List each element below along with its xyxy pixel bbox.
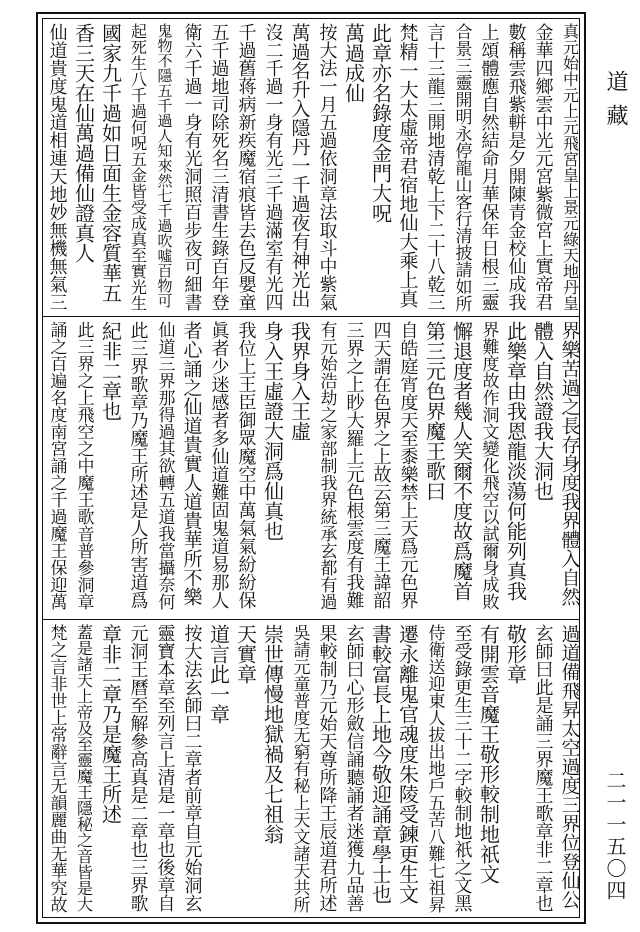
text-column: 三界之上眇大羅上元色根雲度有我難 <box>343 321 365 609</box>
text-column: 按大法玄師曰二章者前章自元始洞玄 <box>181 624 203 912</box>
text-column: 遷永離鬼官魂度朱陵受鍊更生文 <box>395 624 420 904</box>
text-column: 我位上王臣御眾魔空中萬氣氣紛紛保 <box>235 321 257 609</box>
text-column: 數稱雲飛紫軿是夕開陳青金校仙成我 <box>505 23 527 311</box>
text-column: 合景三靈開明永停龍山客行清披請如所 <box>451 23 472 312</box>
text-column: 身入王虛證大洞爲仙真也 <box>260 321 285 541</box>
text-column: 誦之百遍名度南宮誦之千過魔王保迎萬 <box>46 321 67 610</box>
text-column: 靈寶本章至列言上清是一章也後章自 <box>154 624 176 912</box>
text-column: 沒二千過一身有光三千過滿室有光四 <box>262 23 284 311</box>
text-column: 過道備飛昇太空過度三界位登仙公 <box>558 624 581 909</box>
text-column: 起死生八千過何呪五金皆受成真至實光生 <box>128 23 148 311</box>
text-column: 香三天在仙萬過備仙證真人 <box>71 23 96 263</box>
text-column: 體入自然證我大洞也 <box>530 321 555 501</box>
text-column: 界難度故作洞文變化飛空以試爾身成敗 <box>478 321 499 610</box>
text-column: 四天謂在色界之上故云第三魔王諱韶 <box>370 321 392 609</box>
text-column: 我界身入王虛 <box>287 321 312 441</box>
text-column: 言十三龍三開地清乾上下二十八乾三 <box>424 23 446 311</box>
text-column: 玄師曰此是誦三界魔王歌章非二章也 <box>532 624 554 912</box>
text-column: 此樂章由我恩龍淡蕩何能列真我 <box>503 321 528 601</box>
lower-register <box>43 619 579 922</box>
text-column: 自皓庭宵度天至黍樂禁上天爲元色界 <box>397 321 419 609</box>
text-column: 元洞王曆至解參高真是二章也三界歌 <box>127 624 149 912</box>
text-column: 此三界歌章乃魔王所述是人所害道爲 <box>127 321 149 609</box>
page-frame <box>36 12 586 924</box>
page-number: 二一一五〇四 <box>603 770 627 902</box>
text-column: 界樂苦過之長存身度我界體入自然 <box>558 321 581 606</box>
text-column: 敬形章 <box>503 624 528 684</box>
text-column: 第三元色界魔王歌曰 <box>422 321 447 501</box>
text-column: 梵之言非世上常辭言无韻麗曲无華究故 <box>46 624 67 913</box>
text-column: 五千過地司除死名三清書生錄百年登 <box>208 23 230 311</box>
text-column: 千過舊蒋病新疾魔宿痕皆去色反嬰童 <box>235 23 257 311</box>
text-column: 萬過名升入隱丹一千過夜有神光出 <box>288 23 311 308</box>
text-column: 至受錄更生三十二字較制地祇之文黑 <box>451 624 473 912</box>
text-column: 梵精一大太虛帝君宿地仙大乘上真 <box>396 23 419 308</box>
text-column: 者心誦之仙道貴實人道貴華所不樂 <box>180 321 203 606</box>
text-column: 懈退度者幾人笑爾不度故爲魔首 <box>449 321 474 601</box>
margin-title: 道藏 <box>603 70 628 138</box>
text-column: 真元始中元上元飛宮皇上景元綠天地丹皇 <box>560 23 580 311</box>
text-column: 萬過成仙 <box>341 23 366 103</box>
text-column: 果較制乃元始天尊所降王辰道君所述 <box>316 624 338 912</box>
text-column: 國家九千過如日面生金容質華五 <box>98 23 123 303</box>
upper-register <box>43 19 579 316</box>
text-block <box>42 18 580 918</box>
text-column: 有開雲音魔王敬形較制地祇文 <box>476 624 501 884</box>
text-column: 上頌體應自然結命月華保年日根三靈 <box>478 23 500 311</box>
text-column: 金華四鄉雲中光元宮紫微宮上實帝君 <box>532 23 554 311</box>
text-column: 仙道貴度鬼道相連天地妙無機無氣三 <box>46 23 68 311</box>
text-column: 蓋是諸天上帝及至靈魔王隱秘之音皆是大 <box>74 624 94 912</box>
text-column: 紀非二章也 <box>98 321 123 421</box>
text-column: 衛六千過一身有光洞照百步夜可細書 <box>181 23 203 311</box>
text-column: 此章亦名錄度金門大呪 <box>368 23 393 223</box>
text-column: 鬼物不隱五千過人知來然七千過吹噓百物可 <box>155 23 174 308</box>
text-column: 書較富長上地今敬迎誦章學士也 <box>368 624 393 904</box>
text-column: 玄師曰心形斂信誦聽誦者迷獲九品善 <box>343 624 365 912</box>
text-column: 此三界之上飛空之中魔王歌音普參洞章 <box>73 321 94 610</box>
text-column: 仙道三界那得過其欲轉五道我當攝奈何 <box>154 321 175 610</box>
text-column: 崇世傳慢地獄禍及七祖翁 <box>260 624 285 844</box>
text-column: 吳請元童普度无窮有秘上天文諸天共所 <box>289 624 310 913</box>
text-column: 按大法一月五過依洞章法取斗中紫氣 <box>316 23 338 311</box>
text-column: 侍衛送迎東人拔出地戶五苦八難七祖昇 <box>424 624 445 913</box>
text-column: 章非二章乃是魔王所述 <box>98 624 123 824</box>
text-column: 天實章 <box>233 624 258 684</box>
text-column: 有元始浩劫之家部制我界統承玄都有過 <box>316 321 337 610</box>
text-column: 眞者少迷感者多仙道難固鬼道易那人 <box>208 321 230 609</box>
middle-register <box>43 316 579 620</box>
text-column: 道言此一章 <box>206 624 231 724</box>
